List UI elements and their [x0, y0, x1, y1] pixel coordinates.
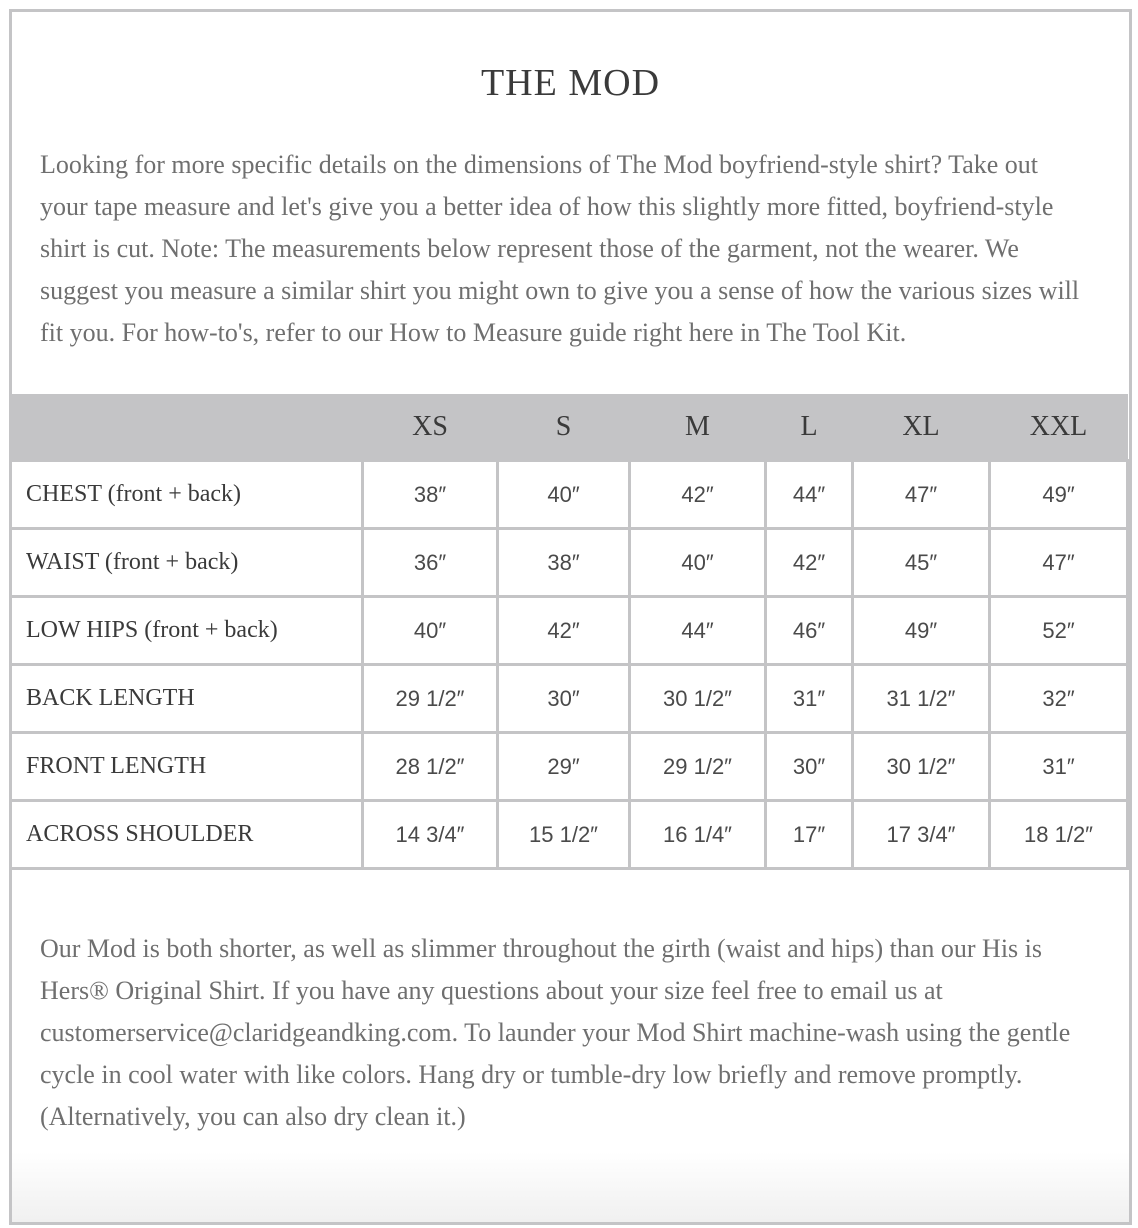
table-cell: 16 1/4″: [630, 801, 766, 869]
table-cell: 36″: [363, 529, 498, 597]
table-cell: 42″: [766, 529, 853, 597]
table-cell: 46″: [766, 597, 853, 665]
table-row-chest: [11, 461, 1128, 529]
table-cell: 40″: [363, 597, 498, 665]
row-label-low-hips: LOW HIPS (front + back): [11, 597, 363, 665]
table-cell: 31″: [766, 665, 853, 733]
size-header-l: L: [766, 394, 853, 461]
header-corner: [11, 394, 363, 461]
row-label-waist: WAIST (front + back): [11, 529, 363, 597]
table-row-back-length: [11, 665, 1128, 733]
size-header-xxl: XXL: [990, 394, 1128, 461]
row-label-front-length: FRONT LENGTH: [11, 733, 363, 801]
table-cell: 31″: [990, 733, 1128, 801]
table-row-low-hips: [11, 597, 1128, 665]
table-cell: 40″: [630, 529, 766, 597]
table-cell: 29 1/2″: [363, 665, 498, 733]
table-cell: 42″: [498, 597, 630, 665]
table-cell: 30″: [498, 665, 630, 733]
table-cell: 49″: [853, 597, 990, 665]
intro-paragraph: Looking for more specific details on the dimensions of The Mod boyfriend-style shirt? Take out your tape measure and let's give you a better idea of how this slightly more fitted, boyfriend-style shirt is cut. Note: The measurements below represent those of the garment, not the wearer. We suggest you measure a similar shirt you might own to give you a sense of how the various sizes will fit you. For how-to's, refer to our How to Measure guide right here in The Tool Kit.: [40, 150, 1080, 347]
table-cell: 47″: [853, 461, 990, 529]
row-label-back-length: BACK LENGTH: [11, 665, 363, 733]
table-cell: 14 3/4″: [363, 801, 498, 869]
outro-paragraph: Our Mod is both shorter, as well as slimmer throughout the girth (waist and hips) than our His is Hers® Original Shirt. If you have any questions about your size feel free to email us at customerservice@claridgeandking.com. To launder your Mod Shirt machine-wash using the gentle cycle in cool water with like colors. Hang dry or tumble-dry low briefly and remove promptly. (Alternatively, you can also dry clean it.): [40, 934, 1071, 1131]
size-header-s: S: [498, 394, 630, 461]
table-cell: 38″: [363, 461, 498, 529]
table-cell: 18 1/2″: [990, 801, 1128, 869]
table-cell: 38″: [498, 529, 630, 597]
page-title: THE MOD: [480, 62, 661, 104]
table-cell: 30″: [766, 733, 853, 801]
table-row-waist: [11, 529, 1128, 597]
table-row-across-shoulder: [11, 801, 1128, 869]
table-cell: 31 1/2″: [853, 665, 990, 733]
table-cell: 29 1/2″: [630, 733, 766, 801]
table-cell: 52″: [990, 597, 1128, 665]
size-header-m: M: [630, 394, 766, 461]
table-cell: 30 1/2″: [630, 665, 766, 733]
table-cell: 28 1/2″: [363, 733, 498, 801]
size-header-row: [11, 394, 1128, 461]
table-cell: 49″: [990, 461, 1128, 529]
table-cell: 47″: [990, 529, 1128, 597]
bottom-fade: [12, 1152, 1129, 1222]
size-guide-panel: [9, 9, 1132, 1225]
size-header-xl: XL: [853, 394, 990, 461]
row-label-across-shoulder: ACROSS SHOULDER: [11, 801, 363, 869]
table-cell: 44″: [630, 597, 766, 665]
table-cell: 29″: [498, 733, 630, 801]
table-cell: 32″: [990, 665, 1128, 733]
row-label-chest: CHEST (front + back): [11, 461, 363, 529]
table-cell: 17″: [766, 801, 853, 869]
table-cell: 30 1/2″: [853, 733, 990, 801]
table-cell: 40″: [498, 461, 630, 529]
table-row-front-length: [11, 733, 1128, 801]
size-header-xs: XS: [363, 394, 498, 461]
table-cell: 15 1/2″: [498, 801, 630, 869]
table-cell: 42″: [630, 461, 766, 529]
table-cell: 44″: [766, 461, 853, 529]
table-cell: 17 3/4″: [853, 801, 990, 869]
table-cell: 45″: [853, 529, 990, 597]
size-chart-table: [9, 394, 1129, 870]
